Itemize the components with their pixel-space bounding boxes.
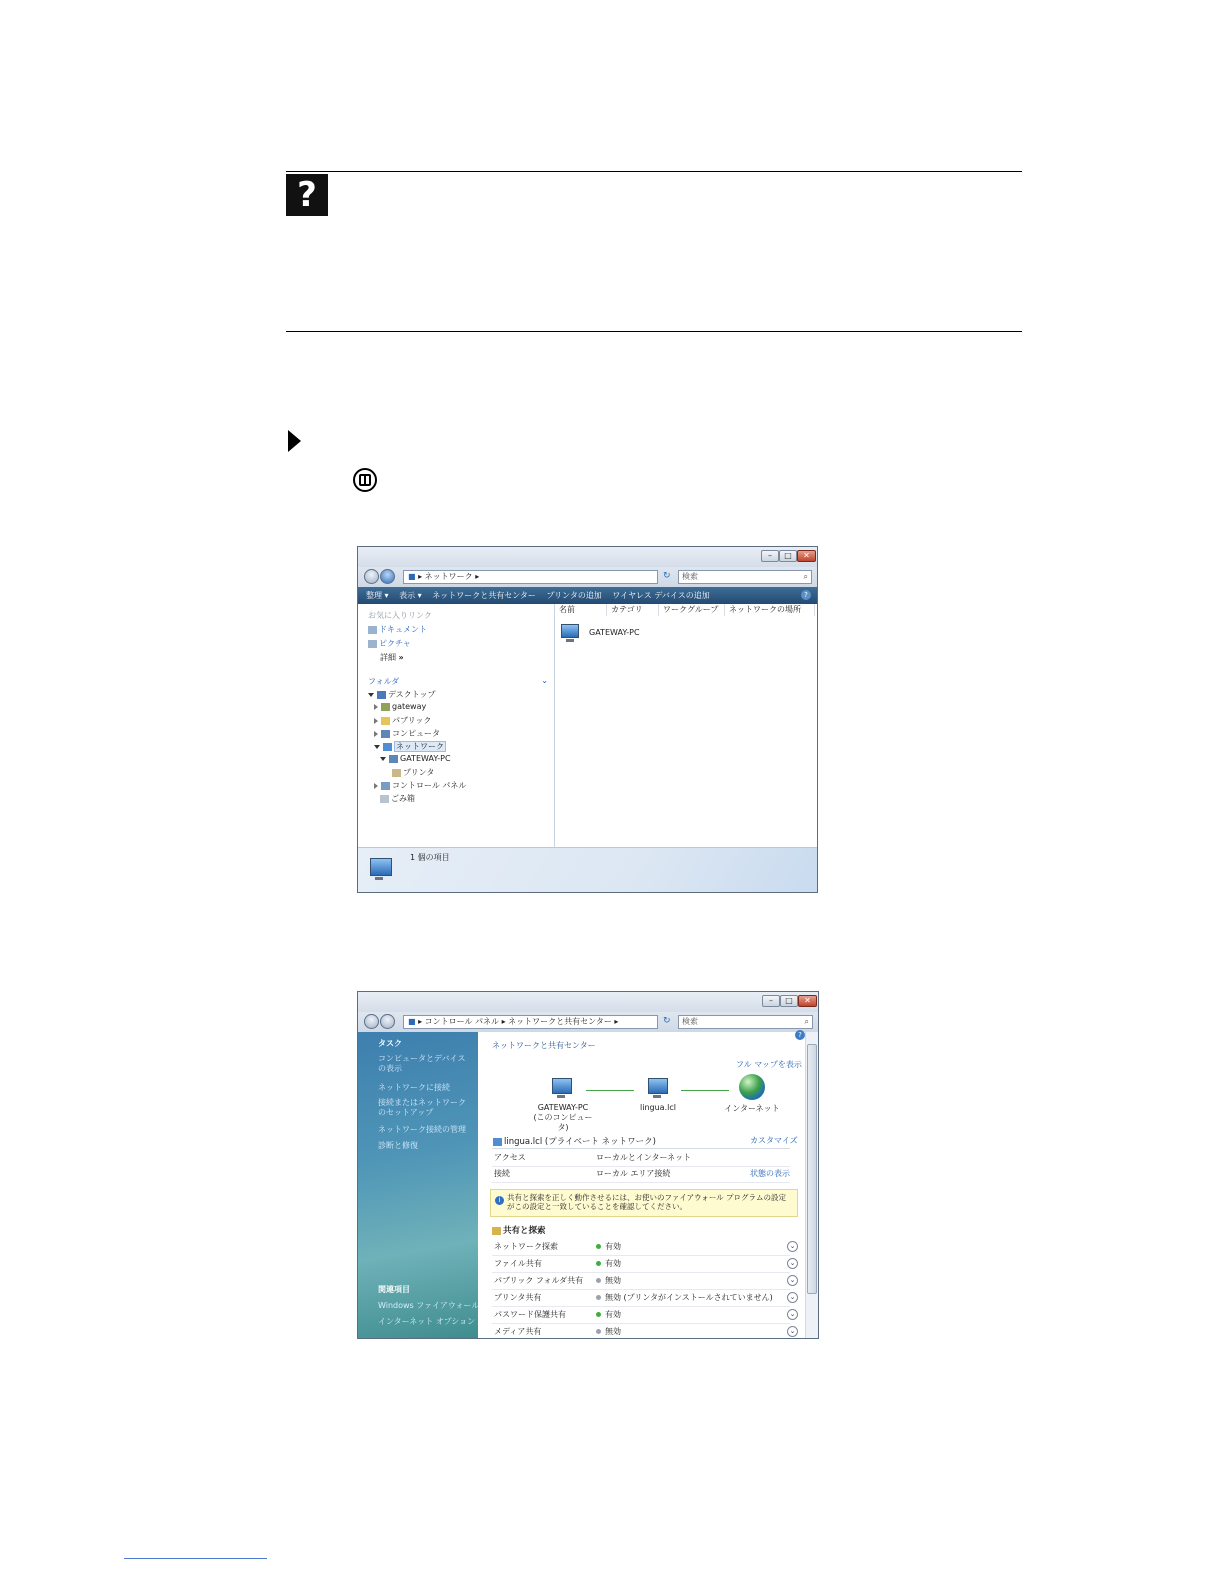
- status-dot-icon: [596, 1295, 601, 1300]
- title-bar: [358, 547, 817, 567]
- bottom-rule: [286, 331, 1022, 332]
- folders-header[interactable]: フォルダ ⌄: [368, 676, 548, 686]
- network-computer-icon: [370, 858, 392, 876]
- sharing-label: パブリック フォルダ共有: [494, 1276, 584, 1285]
- firewall-info-box: i 共有と探索を正しく動作させるには、お使いのファイアウォール プログラムの設定がこの設定と一致していることを確認してください。: [490, 1189, 798, 1217]
- related-firewall[interactable]: Windows ファイアウォール: [378, 1301, 480, 1310]
- tree-item-recycle-bin[interactable]: ごみ箱: [380, 793, 415, 804]
- expand-chevron-icon[interactable]: ⌄: [787, 1309, 798, 1320]
- forward-button[interactable]: [380, 1014, 395, 1029]
- sharing-value: 無効 (プリンタがインストールされていません): [596, 1289, 773, 1306]
- minimize-button[interactable]: –: [761, 550, 779, 562]
- status-dot-icon: [596, 1278, 601, 1283]
- command-bar: 整理 ▾ 表示 ▾ ネットワークと共有センター プリンタの追加 ワイヤレス デバイスの追加 ?: [358, 587, 817, 604]
- address-bar[interactable]: ■ ▸ ネットワーク ▸: [403, 570, 658, 584]
- network-icon: [648, 1078, 668, 1094]
- scrollbar[interactable]: [805, 1032, 818, 1338]
- expand-chevron-icon[interactable]: ⌄: [787, 1326, 798, 1337]
- address-bar[interactable]: ■ ▸ コントロール パネル ▸ ネットワークと共有センター ▸: [403, 1015, 658, 1029]
- documents-icon: [368, 626, 377, 634]
- search-icon: ⌕: [803, 572, 808, 581]
- search-input[interactable]: 検索 ⌕: [678, 570, 812, 584]
- connection-value: ローカル エリア接続: [596, 1169, 671, 1178]
- chevron-down-icon: ⌄: [541, 676, 548, 685]
- footer-rule: [124, 1558, 267, 1559]
- column-location[interactable]: ネットワークの場所: [725, 604, 815, 616]
- expand-chevron-icon[interactable]: ⌄: [787, 1241, 798, 1252]
- related-internet-options[interactable]: インターネット オプション: [378, 1317, 476, 1326]
- node-internet-label: インターネット: [724, 1104, 780, 1113]
- status-dot-icon: [596, 1312, 601, 1317]
- tree-item-control-panel[interactable]: コントロール パネル: [374, 780, 466, 791]
- tree-item-printers[interactable]: プリンタ: [392, 767, 434, 778]
- internet-globe-icon: [739, 1074, 765, 1100]
- sharing-value: 無効: [596, 1323, 621, 1339]
- expand-chevron-icon[interactable]: ⌄: [787, 1258, 798, 1269]
- printer-icon: [392, 769, 401, 777]
- sharing-value: 有効: [596, 1306, 621, 1323]
- sharing-value: 無効: [596, 1272, 621, 1289]
- add-wireless-button[interactable]: ワイヤレス デバイスの追加: [612, 591, 710, 600]
- forward-button[interactable]: [380, 569, 395, 584]
- tree-item-desktop[interactable]: デスクトップ: [368, 689, 435, 700]
- search-icon: ⌕: [804, 1017, 809, 1026]
- address-segment[interactable]: ネットワークと共有センター: [508, 1017, 612, 1026]
- control-panel-icon: [381, 782, 390, 790]
- task-manage-connections[interactable]: ネットワーク接続の管理: [378, 1125, 466, 1134]
- user-folder-icon: [381, 703, 390, 711]
- network-window: [357, 546, 818, 893]
- pictures-icon: [368, 640, 377, 648]
- views-button[interactable]: 表示: [399, 591, 416, 600]
- sharing-label: メディア共有: [494, 1327, 542, 1336]
- computer-icon: [552, 1078, 572, 1094]
- title-bar: [358, 992, 818, 1012]
- column-workgroup[interactable]: ワークグループ: [659, 604, 725, 616]
- tree-item-gateway-pc[interactable]: GATEWAY-PC: [380, 754, 451, 763]
- tree-item-public[interactable]: パブリック: [374, 715, 431, 726]
- sharing-center-window: [357, 991, 819, 1339]
- tasks-header: タスク: [378, 1039, 402, 1048]
- list-item-gateway-pc[interactable]: [559, 624, 649, 646]
- windows-start-icon: [353, 468, 377, 492]
- node-pc-label: GATEWAY-PC (このコンピュータ): [533, 1103, 593, 1132]
- tree-item-network[interactable]: ネットワーク: [374, 741, 446, 752]
- sharing-icon: [492, 1227, 501, 1235]
- access-value: ローカルとインターネット: [596, 1153, 692, 1162]
- node-network-label: lingua.lcl: [640, 1103, 676, 1112]
- status-dot-icon: [596, 1261, 601, 1266]
- sharing-label: ファイル共有: [494, 1259, 542, 1268]
- refresh-icon[interactable]: ↻: [663, 571, 671, 581]
- organize-button[interactable]: 整理: [366, 591, 382, 600]
- desktop-icon: [377, 691, 386, 699]
- status-dot-icon: [596, 1329, 601, 1334]
- sharing-label: パスワード保護共有: [494, 1310, 566, 1319]
- details-pane: [358, 847, 817, 892]
- tree-item-gateway[interactable]: gateway: [374, 702, 426, 711]
- sharing-label: ネットワーク探索: [494, 1242, 558, 1251]
- close-button[interactable]: ✕: [798, 995, 817, 1007]
- access-label: アクセス: [494, 1153, 526, 1162]
- sharing-row: [492, 1323, 796, 1339]
- sharing-label: プリンタ共有: [494, 1293, 542, 1302]
- expand-chevron-icon[interactable]: ⌄: [787, 1292, 798, 1303]
- maximize-button[interactable]: □: [780, 995, 798, 1007]
- minimize-button[interactable]: –: [762, 995, 780, 1007]
- sharing-row: [492, 1272, 796, 1290]
- sharing-value: 有効: [596, 1238, 621, 1255]
- task-setup-connection[interactable]: 接続またはネットワークのセットアップ: [378, 1098, 466, 1117]
- back-button[interactable]: [364, 1014, 379, 1029]
- full-map-link[interactable]: フル マップを表示: [736, 1060, 802, 1069]
- expand-chevron-icon[interactable]: ⌄: [787, 1275, 798, 1286]
- task-pane: [358, 1032, 478, 1338]
- address-segment[interactable]: コントロール パネル: [424, 1017, 500, 1026]
- sharing-value: 有効: [596, 1255, 621, 1272]
- folder-icon: [381, 717, 390, 725]
- network-name: lingua.lcl (プライベート ネットワーク): [493, 1135, 656, 1147]
- task-diagnose[interactable]: 診断と修復: [378, 1141, 418, 1150]
- item-count: 1 個の項目: [410, 853, 450, 862]
- favorite-documents[interactable]: ドキュメント: [368, 624, 427, 635]
- sharing-row: [492, 1238, 796, 1256]
- close-button[interactable]: ✕: [797, 550, 816, 562]
- search-input[interactable]: 検索 ⌕: [678, 1015, 813, 1029]
- task-connect[interactable]: ネットワークに接続: [378, 1083, 450, 1092]
- address-row: [358, 1012, 818, 1032]
- more-link[interactable]: 詳細 »: [380, 653, 404, 662]
- connection-line: [586, 1090, 634, 1091]
- tree-item-computer[interactable]: コンピュータ: [374, 728, 440, 739]
- column-name[interactable]: 名前: [555, 604, 607, 616]
- help-icon[interactable]: ?: [795, 1030, 805, 1040]
- scrollbar-thumb[interactable]: [807, 1044, 817, 1294]
- network-icon: [383, 743, 392, 751]
- favorites-header: お気に入りリンク: [368, 611, 432, 620]
- recycle-bin-icon: [380, 795, 389, 803]
- list-item-label: GATEWAY-PC: [589, 628, 640, 637]
- sharing-row: [492, 1255, 796, 1273]
- network-center-button[interactable]: ネットワークと共有センター: [432, 591, 536, 600]
- back-button[interactable]: [364, 569, 379, 584]
- network-icon: ■: [408, 572, 416, 581]
- task-view-computers[interactable]: コンピュータとデバイスの表示: [378, 1054, 466, 1073]
- control-panel-icon: ■: [408, 1017, 416, 1026]
- status-dot-icon: [596, 1244, 601, 1249]
- computer-icon: [389, 755, 398, 763]
- add-printer-button[interactable]: プリンタの追加: [546, 591, 602, 600]
- top-rule: [286, 171, 1022, 172]
- connection-line: [681, 1090, 729, 1091]
- sharing-row: [492, 1289, 796, 1307]
- connection-label: 接続: [494, 1169, 510, 1178]
- connection-row: [492, 1165, 790, 1183]
- help-icon[interactable]: ?: [801, 590, 811, 600]
- navigation-pane: [358, 604, 555, 848]
- favorite-pictures[interactable]: ピクチャ: [368, 638, 411, 649]
- sharing-row: [492, 1306, 796, 1324]
- file-list: [555, 604, 817, 848]
- help-icon: ?: [286, 174, 328, 216]
- network-icon: [493, 1138, 502, 1146]
- related-header: 関連項目: [378, 1285, 410, 1294]
- computer-icon: [561, 624, 579, 638]
- refresh-icon[interactable]: ↻: [663, 1016, 671, 1026]
- page-title: ネットワークと共有センター: [492, 1041, 596, 1050]
- maximize-button[interactable]: □: [779, 550, 797, 562]
- address-segment[interactable]: ネットワーク: [424, 572, 473, 581]
- computer-icon: [381, 730, 390, 738]
- address-row: [358, 567, 817, 587]
- view-status-link[interactable]: 状態の表示: [750, 1169, 790, 1178]
- sharing-header: 共有と探索: [492, 1224, 546, 1236]
- procedure-arrow-icon: [288, 430, 301, 452]
- column-category[interactable]: カテゴリ: [607, 604, 659, 616]
- customize-link[interactable]: カスタマイズ: [750, 1136, 798, 1145]
- info-icon: i: [495, 1196, 504, 1205]
